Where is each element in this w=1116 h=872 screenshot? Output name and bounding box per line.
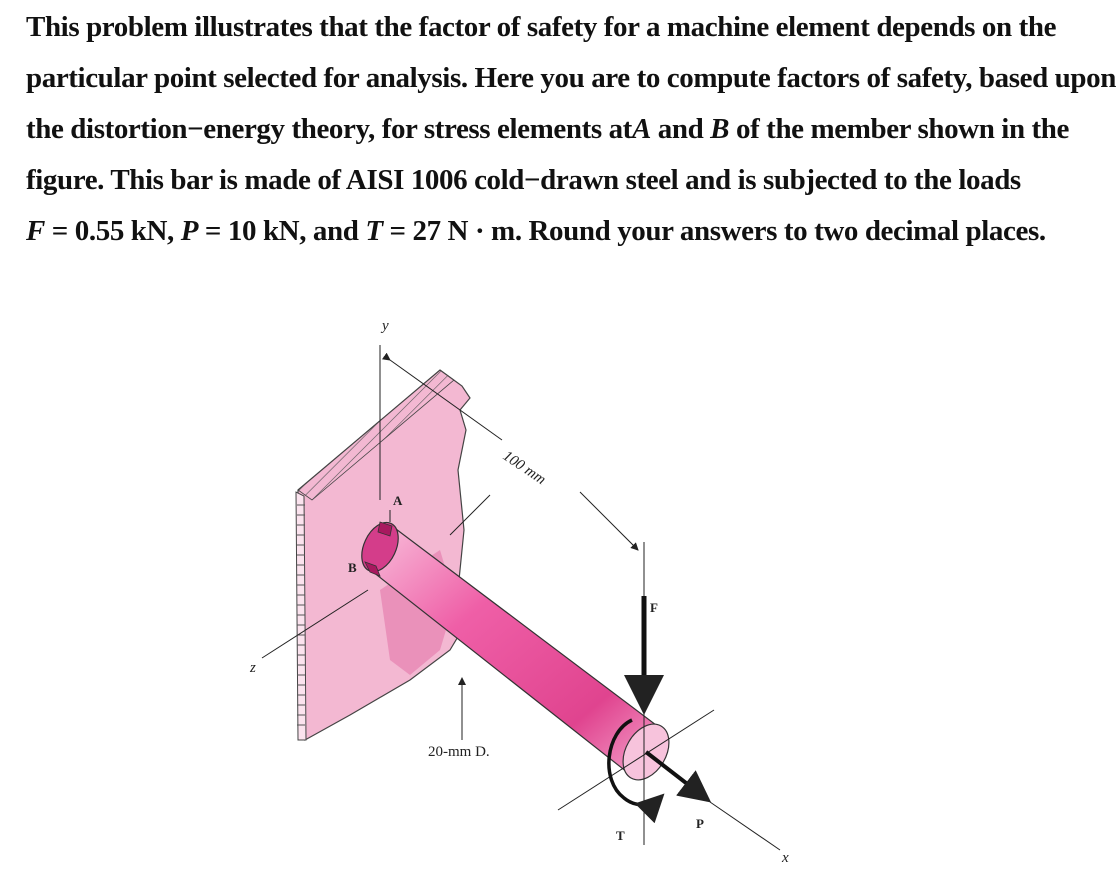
label-f: F bbox=[650, 600, 658, 615]
dim-line-2 bbox=[580, 492, 638, 550]
force-p-arrow bbox=[646, 752, 708, 800]
wall-side-edge bbox=[296, 492, 306, 740]
text-segment: = 10 kN, and bbox=[198, 215, 366, 247]
text-segment: = 0.55 kN, bbox=[44, 215, 181, 247]
text-segment: the distortion−energy theory, for stress elements at bbox=[26, 113, 632, 145]
dim-length-label: 100 mm bbox=[499, 448, 549, 489]
symbol-p: P bbox=[180, 215, 199, 247]
symbol-t: T bbox=[365, 215, 383, 247]
problem-line-4: figure. This bar is made of AISI 1006 cold−drawn steel and is subjected to the loads bbox=[26, 164, 1021, 196]
label-t: T bbox=[616, 828, 625, 843]
symbol-a: A bbox=[631, 113, 651, 145]
problem-line-3 bbox=[26, 104, 1070, 155]
symbol-f: F bbox=[26, 215, 45, 247]
x-axis-line bbox=[710, 802, 780, 850]
label-p: P bbox=[696, 816, 704, 831]
problem-line-2: particular point selected for analysis. Here you are to compute factors of safety, based upon bbox=[26, 62, 1116, 94]
member-figure bbox=[240, 300, 800, 872]
dim-diameter-label: 20-mm D. bbox=[428, 744, 490, 760]
label-a: A bbox=[393, 493, 403, 508]
text-segment: of the member shown in the bbox=[729, 113, 1070, 145]
y-axis-label: y bbox=[382, 318, 389, 334]
text-segment: and bbox=[650, 113, 711, 145]
x-axis-label: x bbox=[782, 850, 789, 866]
label-b: B bbox=[348, 560, 357, 575]
problem-line-1: This problem illustrates that the factor of safety for a machine element depends on the bbox=[26, 11, 1057, 43]
member-diagram bbox=[240, 300, 800, 872]
z-axis-label: z bbox=[250, 660, 256, 676]
symbol-b: B bbox=[710, 113, 730, 145]
text-segment: = 27 N · m. Round your answers to two decimal places. bbox=[382, 215, 1046, 247]
problem-statement bbox=[26, 2, 1116, 257]
problem-line-5 bbox=[26, 206, 1046, 257]
